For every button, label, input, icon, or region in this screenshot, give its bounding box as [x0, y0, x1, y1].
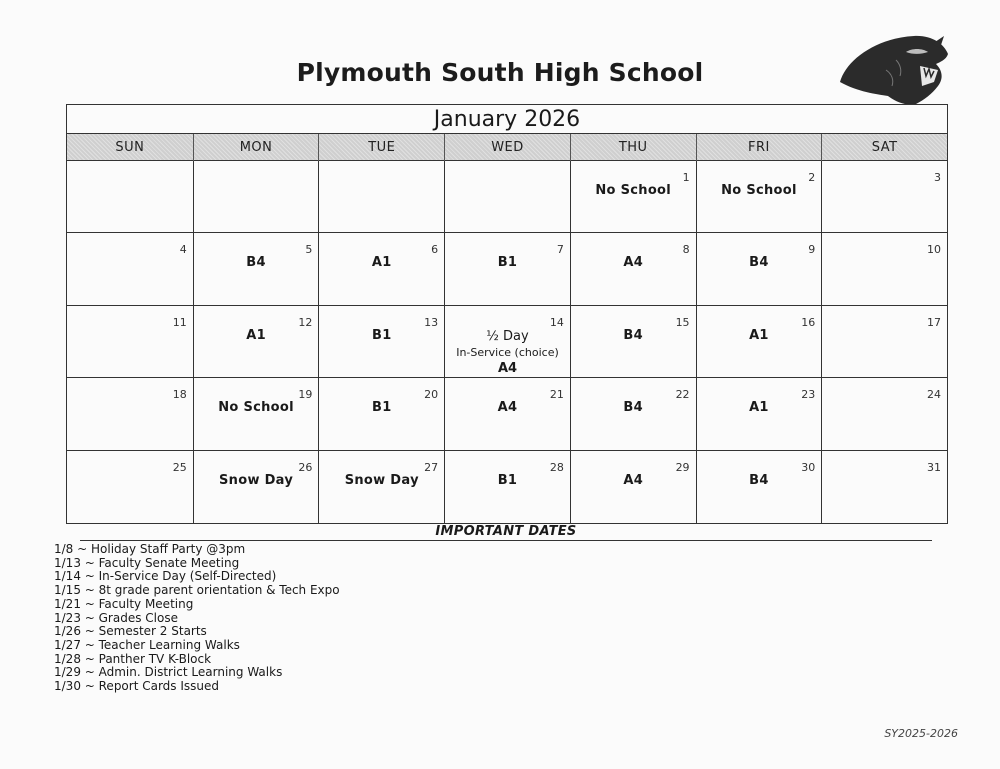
day-event: B4 — [749, 255, 769, 271]
day-event-line: ½ Day — [486, 328, 529, 344]
calendar-day-cell — [318, 378, 444, 450]
day-number: 17 — [927, 315, 941, 329]
calendar-day-cell — [67, 161, 193, 233]
day-event: No School — [595, 183, 672, 198]
calendar-day-cell — [696, 451, 822, 523]
day-number: 15 — [675, 315, 690, 329]
calendar-day-cell — [67, 233, 193, 305]
important-date-item: 1/30 ~ Report Cards Issued — [54, 679, 220, 694]
day-number: 25 — [172, 460, 187, 474]
important-date-item: 1/23 ~ Grades Close — [54, 610, 178, 625]
calendar-day-cell — [318, 451, 444, 523]
important-dates-list — [54, 543, 340, 694]
day-number: 5 — [305, 243, 313, 257]
day-number: 28 — [549, 460, 564, 474]
calendar-day-cell — [570, 378, 696, 450]
day-number: 18 — [172, 388, 187, 402]
day-number: 19 — [298, 388, 313, 402]
day-number: 20 — [424, 388, 439, 402]
calendar-day-cell — [318, 161, 444, 233]
day-event: B1 — [372, 400, 392, 416]
day-event: A1 — [246, 327, 266, 343]
day-event: Snow Day — [219, 472, 294, 488]
calendar-day-cell — [821, 306, 947, 378]
calendar-day-cell — [193, 378, 319, 450]
calendar-weeks — [67, 161, 947, 523]
day-number: 14 — [549, 315, 564, 329]
day-event: A4 — [623, 472, 644, 488]
day-number: 7 — [556, 243, 564, 257]
day-event: B4 — [246, 255, 266, 271]
calendar-day-cell — [444, 161, 570, 233]
important-date-item: 1/26 ~ Semester 2 Starts — [54, 624, 207, 639]
calendar-day-cell — [570, 306, 696, 378]
calendar-day-cell — [67, 378, 193, 450]
important-date-item: 1/8 ~ Holiday Staff Party @3pm — [54, 542, 246, 556]
panther-head-icon — [836, 30, 952, 108]
calendar-day-cell — [570, 233, 696, 305]
school-year-label: SY2025-2026 — [884, 727, 958, 740]
day-event: No School — [218, 400, 294, 416]
calendar-day-cell — [193, 451, 319, 523]
calendar-day-cell — [67, 451, 193, 523]
day-number: 31 — [927, 460, 941, 474]
day-number: 30 — [801, 460, 816, 474]
calendar-grid — [66, 104, 948, 524]
important-dates-heading: IMPORTANT DATES — [80, 524, 932, 541]
important-date-item: 1/28 ~ Panther TV K-Block — [54, 651, 212, 666]
calendar-day-cell — [444, 306, 570, 378]
weekday-header-sun: SUN — [115, 140, 145, 155]
day-event: A4 — [623, 255, 644, 271]
day-event: No School — [721, 183, 797, 198]
day-event: B1 — [497, 472, 518, 488]
calendar-day-cell — [570, 451, 696, 523]
day-number: 29 — [675, 460, 690, 474]
day-number: 27 — [424, 460, 439, 474]
calendar-day-cell — [193, 306, 319, 378]
day-event-line: In-Service (choice) — [456, 345, 559, 359]
weekday-header-row — [67, 133, 947, 161]
calendar-day-cell — [193, 161, 319, 233]
day-event: A4 — [497, 400, 518, 416]
weekday-header-wed: WED — [444, 134, 570, 162]
weekday-header-mon: MON — [193, 134, 319, 162]
day-number: 8 — [682, 243, 690, 257]
day-event: A1 — [749, 327, 769, 343]
calendar-day-cell — [821, 451, 947, 523]
day-number: 13 — [424, 315, 439, 329]
calendar-day-cell — [696, 161, 822, 233]
calendar-day-cell — [67, 306, 193, 378]
day-number: 11 — [172, 315, 187, 329]
weekday-header-fri: FRI — [696, 134, 822, 162]
important-date-item: 1/29 ~ Admin. District Learning Walks — [54, 665, 283, 680]
day-event: B4 — [749, 472, 769, 488]
day-event: B1 — [497, 255, 518, 271]
calendar-day-cell — [821, 378, 947, 450]
calendar-day-cell — [570, 161, 696, 233]
important-date-item: 1/13 ~ Faculty Senate Meeting — [54, 555, 240, 570]
calendar-day-cell — [193, 233, 319, 305]
calendar-day-cell — [821, 161, 947, 233]
day-number: 22 — [675, 388, 690, 402]
day-number: 3 — [934, 171, 941, 184]
day-number: 26 — [298, 460, 313, 474]
day-event: Snow Day — [344, 472, 419, 488]
calendar-day-cell — [444, 378, 570, 450]
day-number: 1 — [682, 171, 690, 184]
day-event-line: A4 — [497, 360, 518, 376]
day-event: A1 — [749, 400, 769, 416]
day-number: 2 — [808, 171, 816, 184]
day-number: 23 — [801, 388, 816, 402]
calendar-day-cell — [696, 306, 822, 378]
day-number: 9 — [808, 243, 816, 257]
important-date-item: 1/21 ~ Faculty Meeting — [54, 596, 194, 611]
day-event — [445, 329, 570, 376]
day-number: 21 — [549, 388, 564, 402]
day-event: B1 — [372, 327, 392, 343]
weekday-header-thu: THU — [570, 134, 696, 162]
calendar-day-cell — [696, 378, 822, 450]
important-date-item: 1/15 ~ 8t grade parent orientation & Tech Expo — [54, 583, 340, 598]
month-title: January 2026 — [433, 107, 581, 132]
calendar-day-cell — [318, 233, 444, 305]
weekday-header-tue: TUE — [318, 134, 444, 162]
day-number: 10 — [927, 243, 941, 257]
day-number: 12 — [298, 315, 313, 329]
day-number: 24 — [927, 388, 941, 402]
calendar-day-cell — [696, 233, 822, 305]
important-date-item: 1/14 ~ In-Service Day (Self-Directed) — [54, 569, 277, 584]
day-number: 4 — [179, 243, 187, 257]
school-title: Plymouth South High School — [296, 58, 704, 87]
calendar-day-cell — [821, 233, 947, 305]
calendar-day-cell — [444, 233, 570, 305]
day-event: A1 — [371, 255, 392, 271]
important-date-item: 1/27 ~ Teacher Learning Walks — [54, 637, 240, 652]
day-event: B4 — [623, 400, 643, 416]
day-event: B4 — [623, 327, 643, 343]
calendar-day-cell — [444, 451, 570, 523]
weekday-header-sat: SAT — [821, 134, 947, 162]
day-number: 16 — [801, 315, 816, 329]
calendar-day-cell — [318, 306, 444, 378]
day-number: 6 — [431, 243, 439, 257]
